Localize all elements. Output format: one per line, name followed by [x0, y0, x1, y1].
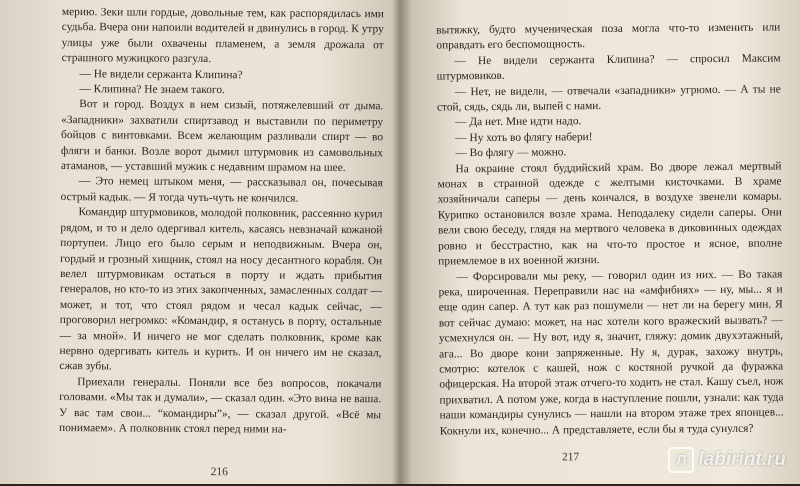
paragraph: вытяжку, будто мученическая поза могла что-то изменить или оправдать его беспомощность. [436, 21, 781, 52]
watermark-text: labirint.ru [698, 449, 786, 470]
paragraph: Командир штурмовиков, молодой полковник, рассеянно курил рядом, и то и дело одергивал китель, касаясь невзначай кожаной портупеи. Лицо его было серым и неподвижным. Вчера он, гордый и грозный хищник, стоял на носу десантного корабля. Он велел штурмовикам остаться в порту и ждать прибытия генералов, но кто-то из этих закопченных, замасленных солдат — может, и тот, что стоял рядом и чесал кадык сейчас, — проговорил негромко: «Командир, я останусь в порту, остальные — за мной». И ничего не мог сделать полковник, кроме как нервно одергивать китель и курить. И он ничего им не сказал, сжав зубы. [59, 206, 383, 373]
paragraph: Приехали генералы. Поняли все без вопросов, покачали головами. «Мы так и думали», — сказал один. «Это вина не ваша. У вас там свои... “командиры”», — сказал другой. «Всё мы понимаем». А полковник стоял перед ними на- [58, 375, 382, 436]
paragraph: — Это немец штыком меня, — рассказывал он, почесывая острый кадык. — Я тогда чуть-чуть не кончился. [60, 175, 383, 205]
paragraph: — Форсировали мы реку, — говорил один из них. — Во такая река, широченная. Переправили нас на «амфибиях» — ну, мы... я и еще один сапер. А тут как раз пошумели — нет ли на берегу мин. Я вот сейчас думаю: может, на нас хотели кого вражеский вызвать? — усмехнулся он. — Ну вот, иду я, значит, гляжу: домик двухэтажный, ага... Во дворе кони запряженные. Ну я, дурак, захожу внутрь, смотрю: котелок с кашей, нож с костяной ручкой да фуражка офицерская. На второй этаж отчего-то ходить не стал. Кашу съел, нож прихватил. А потом уже, когда в наступление пошли, узнали: как туда наши командиры сунулись — нашли на втором этаже трех японцев... Кокнули их, конечно... А представляете, если бы я туда сунулся? [438, 267, 784, 438]
paragraph: Вот и город. Воздух в нем сизый, потяжелевший от дыма. «Западники» захватили спиртзавод и выставили по периметру бойцов с винтовками. Всем желающим разливали спирт — во фляги и банки. Возле ворот дымил штурмовик из самовольных атаманов, — уставший мужик с недавним шрамом на шее. [60, 98, 384, 175]
paragraph: — Во флягу — можно. [455, 146, 567, 160]
right-page [406, 0, 800, 486]
paragraph: — Не видели сержанта Клипина? — спросил Максим штурмовиков. [436, 52, 781, 83]
left-page-text [59, 5, 384, 439]
left-page-number: 216 [210, 466, 228, 479]
paragraph: — Ну хоть во флягу набери! [455, 130, 593, 145]
paragraph: — Не видели сержанта Клипина? [79, 67, 243, 81]
left-page [0, 0, 398, 485]
paragraph: — Клипина? Не знаем такого. [79, 83, 225, 97]
labirint-watermark [668, 446, 786, 474]
right-page-text [436, 20, 784, 439]
paragraph: мерию. Зеки шли гордые, довольные тем, как распорядилась ими судьба. Вчера они напоили водителей и двинулись в город. К утру улицы уже были охвачены пламенем, а земля дрожала от страшного мужицкого разгула. [61, 6, 384, 66]
paragraph: — Да нет. Мне идти надо. [455, 115, 582, 129]
labirint-logo-icon: Л [668, 447, 694, 473]
paragraph: — Нет, не видели, — отвечали «западники» угрюмо. — А ты не стой, сядь, сядь ли, выпей с нами. [436, 83, 781, 114]
right-page-number: 217 [561, 451, 580, 464]
paragraph: На окраине стоял буддийский храм. Во дворе лежал мертвый монах в странной одежде с желтыми кисточками. В храме хозяйничали саперы — день кончался, в воздухе звенели комары. Курипко остановился возле храма. Неподалеку сидели саперы. Они вели свою беседу, глядя на мертвого человека в диковинных одеждах ровно и бесстрастно, как на что-то простое и ясное, вполне приемлемое в их военной жизни. [437, 160, 783, 268]
